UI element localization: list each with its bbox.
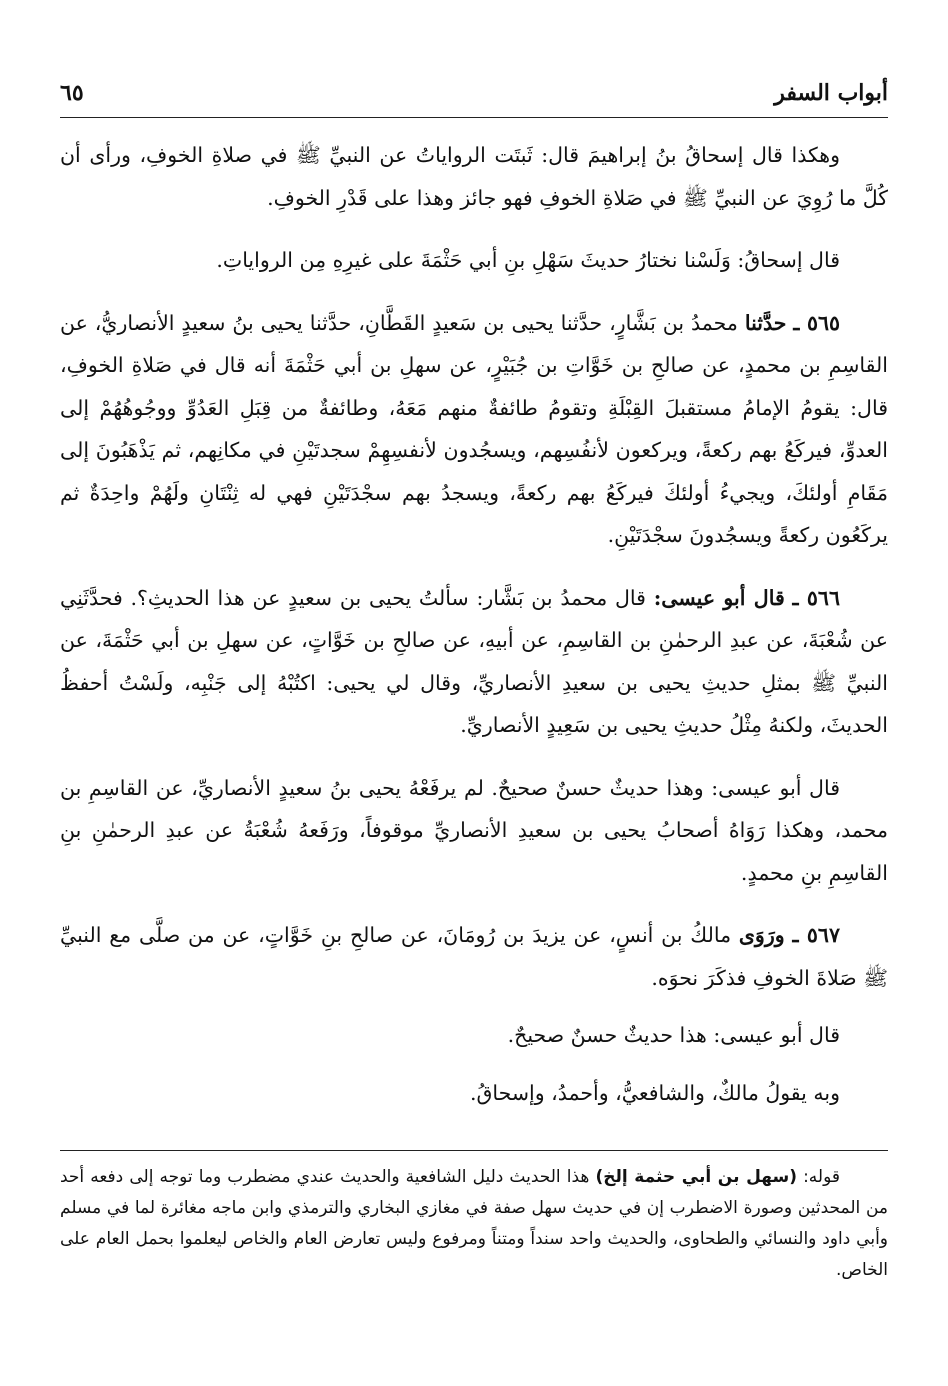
footnote (60, 1162, 888, 1286)
header-rule (60, 117, 888, 118)
hadith-text: مالكُ بن أنسٍ، عن يزيدَ بن رُومَانَ، عن صالحِ بنِ خَوَّاتٍ، عن من صلَّى مع النبيِّ ﷺ صَلاةَ الخوفِ فذكَرَ نحوَه. (60, 923, 888, 990)
footnote-bold: (سهل بن أبي حثمة إلخ) (595, 1167, 797, 1187)
hadith-text: محمدُ بن بَشَّارٍ، حدَّثنا يحيى بن سَعيدٍ القَطَّانِ، حدَّثنا يحيى بنُ سعيدٍ الأنصاريُّ، عن القاسِمِ بن محمدٍ، عن صالحِ بن خَوَّاتِ بن جُبَيْرٍ، عن سهلِ بن أبي حَثْمَةَ أنه قال في صَلاةِ الخوفِ، قال: يقومُ الإمامُ مستقبلَ القِبْلَةِ وتقومُ طائفةٌ منهم مَعَهُ، وطائفةٌ من قِبَلِ العَدُوِّ ووجُوهُهُمْ إلى العدوِّ، فيركَعُ بهم ركعةً، ويركعون لأنفُسِهم، ويسجُدون لأنفسِهِمْ سجدتَيْنِ في مكانِهم، ثم يَذْهَبُونَ إلى مَقَامِ أولئكَ، ويجيءُ أولئكَ فيركَعُ بهم ركعةً، ويسجدُ بهم سجْدَتَيْنِ فهي له ثِنْتَانِ ولَهُمْ واحِدَةٌ ثم يركَعُون ركعةً ويسجُدونَ سجْدَتَيْنِ. (60, 310, 888, 547)
page-number: ٦٥ (60, 80, 84, 106)
hadith-567 (60, 914, 888, 999)
chapter-title: أبواب السفر (774, 80, 888, 106)
paragraph-ishaq-2: قال إسحاقُ: وَلَسْنا نختارُ حديثَ سَهْلِ بنِ أبي حَثْمَةَ على غيرِهِ مِن الرواياتِ. (216, 248, 840, 272)
hadith-number: ٥٦٥ ـ (793, 310, 840, 335)
page-header (60, 60, 888, 106)
paragraph-ishaq-1: وهكذا قال إسحاقُ بنُ إبراهيمَ قال: ثَبتَت الرواياتُ عن النبيِّ ﷺ في صلاةِ الخوفِ، ورأى أن كُلَّ ما رُوِيَ عن النبيِّ ﷺ في صَلاةِ الخوفِ فهو جائز وهذا على قَدْرِ الخوفِ. (60, 143, 888, 210)
footnote-text (60, 1162, 888, 1286)
main-text (60, 134, 888, 1134)
abu-isa-comment-2: قال أبو عيسى: هذا حديثٌ حسنٌ صحيحٌ. (507, 1023, 840, 1047)
footnote-rule (60, 1150, 888, 1151)
hadith-565 (60, 302, 888, 557)
final-statement: وبه يقولُ مالكٌ، والشافعيُّ، وأحمدُ، وإسحاقُ. (469, 1080, 840, 1105)
hadith-text: قال محمدُ بن بَشَّار: سألتُ يحيى بن سعيدٍ عن هذا الحديثِ؟. فحدَّثَنِي عن شُعْبَةَ، عن عبدِ الرحمٰنِ بن القاسِمِ، عن أبيهِ، عن صالحِ بن خَوَّاتٍ، عن سهلِ بن أبي حَثْمَةَ، عن النبيِّ ﷺ بمثلِ حديثِ يحيى بن سعيدِ الأنصاريِّ، وقال لي يحيى: اكتُبْهُ إلى جَنْبِه، ولَسْتُ أحفظُ الحديثَ، ولكنهُ مِثْلُ حديثِ يحيى بن سَعِيدٍ الأنصاريِّ. (60, 585, 888, 737)
footnote-lead: قوله: (803, 1167, 840, 1187)
hadith-566 (60, 577, 888, 747)
hadith-number: ٥٦٧ ـ (792, 923, 840, 947)
abu-isa-comment-1: قال أبو عيسى: وهذا حديثٌ حسنٌ صحيحٌ. لم يرفَعْهُ يحيى بنُ سعيدٍ الأنصاريِّ، عن القاسِمِ بن محمد، وهكذا رَوَاهُ أصحابُ يحيى بن سعيدِ الأنصاريِّ موقوفاً، ورَفَعهُ شُعْبَةُ عن عبدِ الرحمٰنِ بنِ القاسِمِ بنِ محمدٍ. (60, 775, 888, 885)
hadith-keyword: حدَّثنا (744, 310, 787, 335)
hadith-keyword: ورَوَى (738, 923, 785, 947)
hadith-number: ٥٦٦ ـ (792, 585, 840, 610)
hadith-keyword: قال أبو عيسى: (653, 585, 785, 610)
footnote-body: هذا الحديث دليل الشافعية والحديث عندي مضطرب وما توجه إلى دفعه أحد من المحدثين وصورة الاضطرب إن في حديث سهل صفة في مغازي البخاري والترمذي وابن ماجه مغائرة لما في مسلم وأبي داود والنسائي والطحاوى، والحديث واحد سنداً ومتناً ومرفوع وليس تعارض العام والخاص ليعلموا بحمل العام على الخاص. (60, 1167, 888, 1280)
